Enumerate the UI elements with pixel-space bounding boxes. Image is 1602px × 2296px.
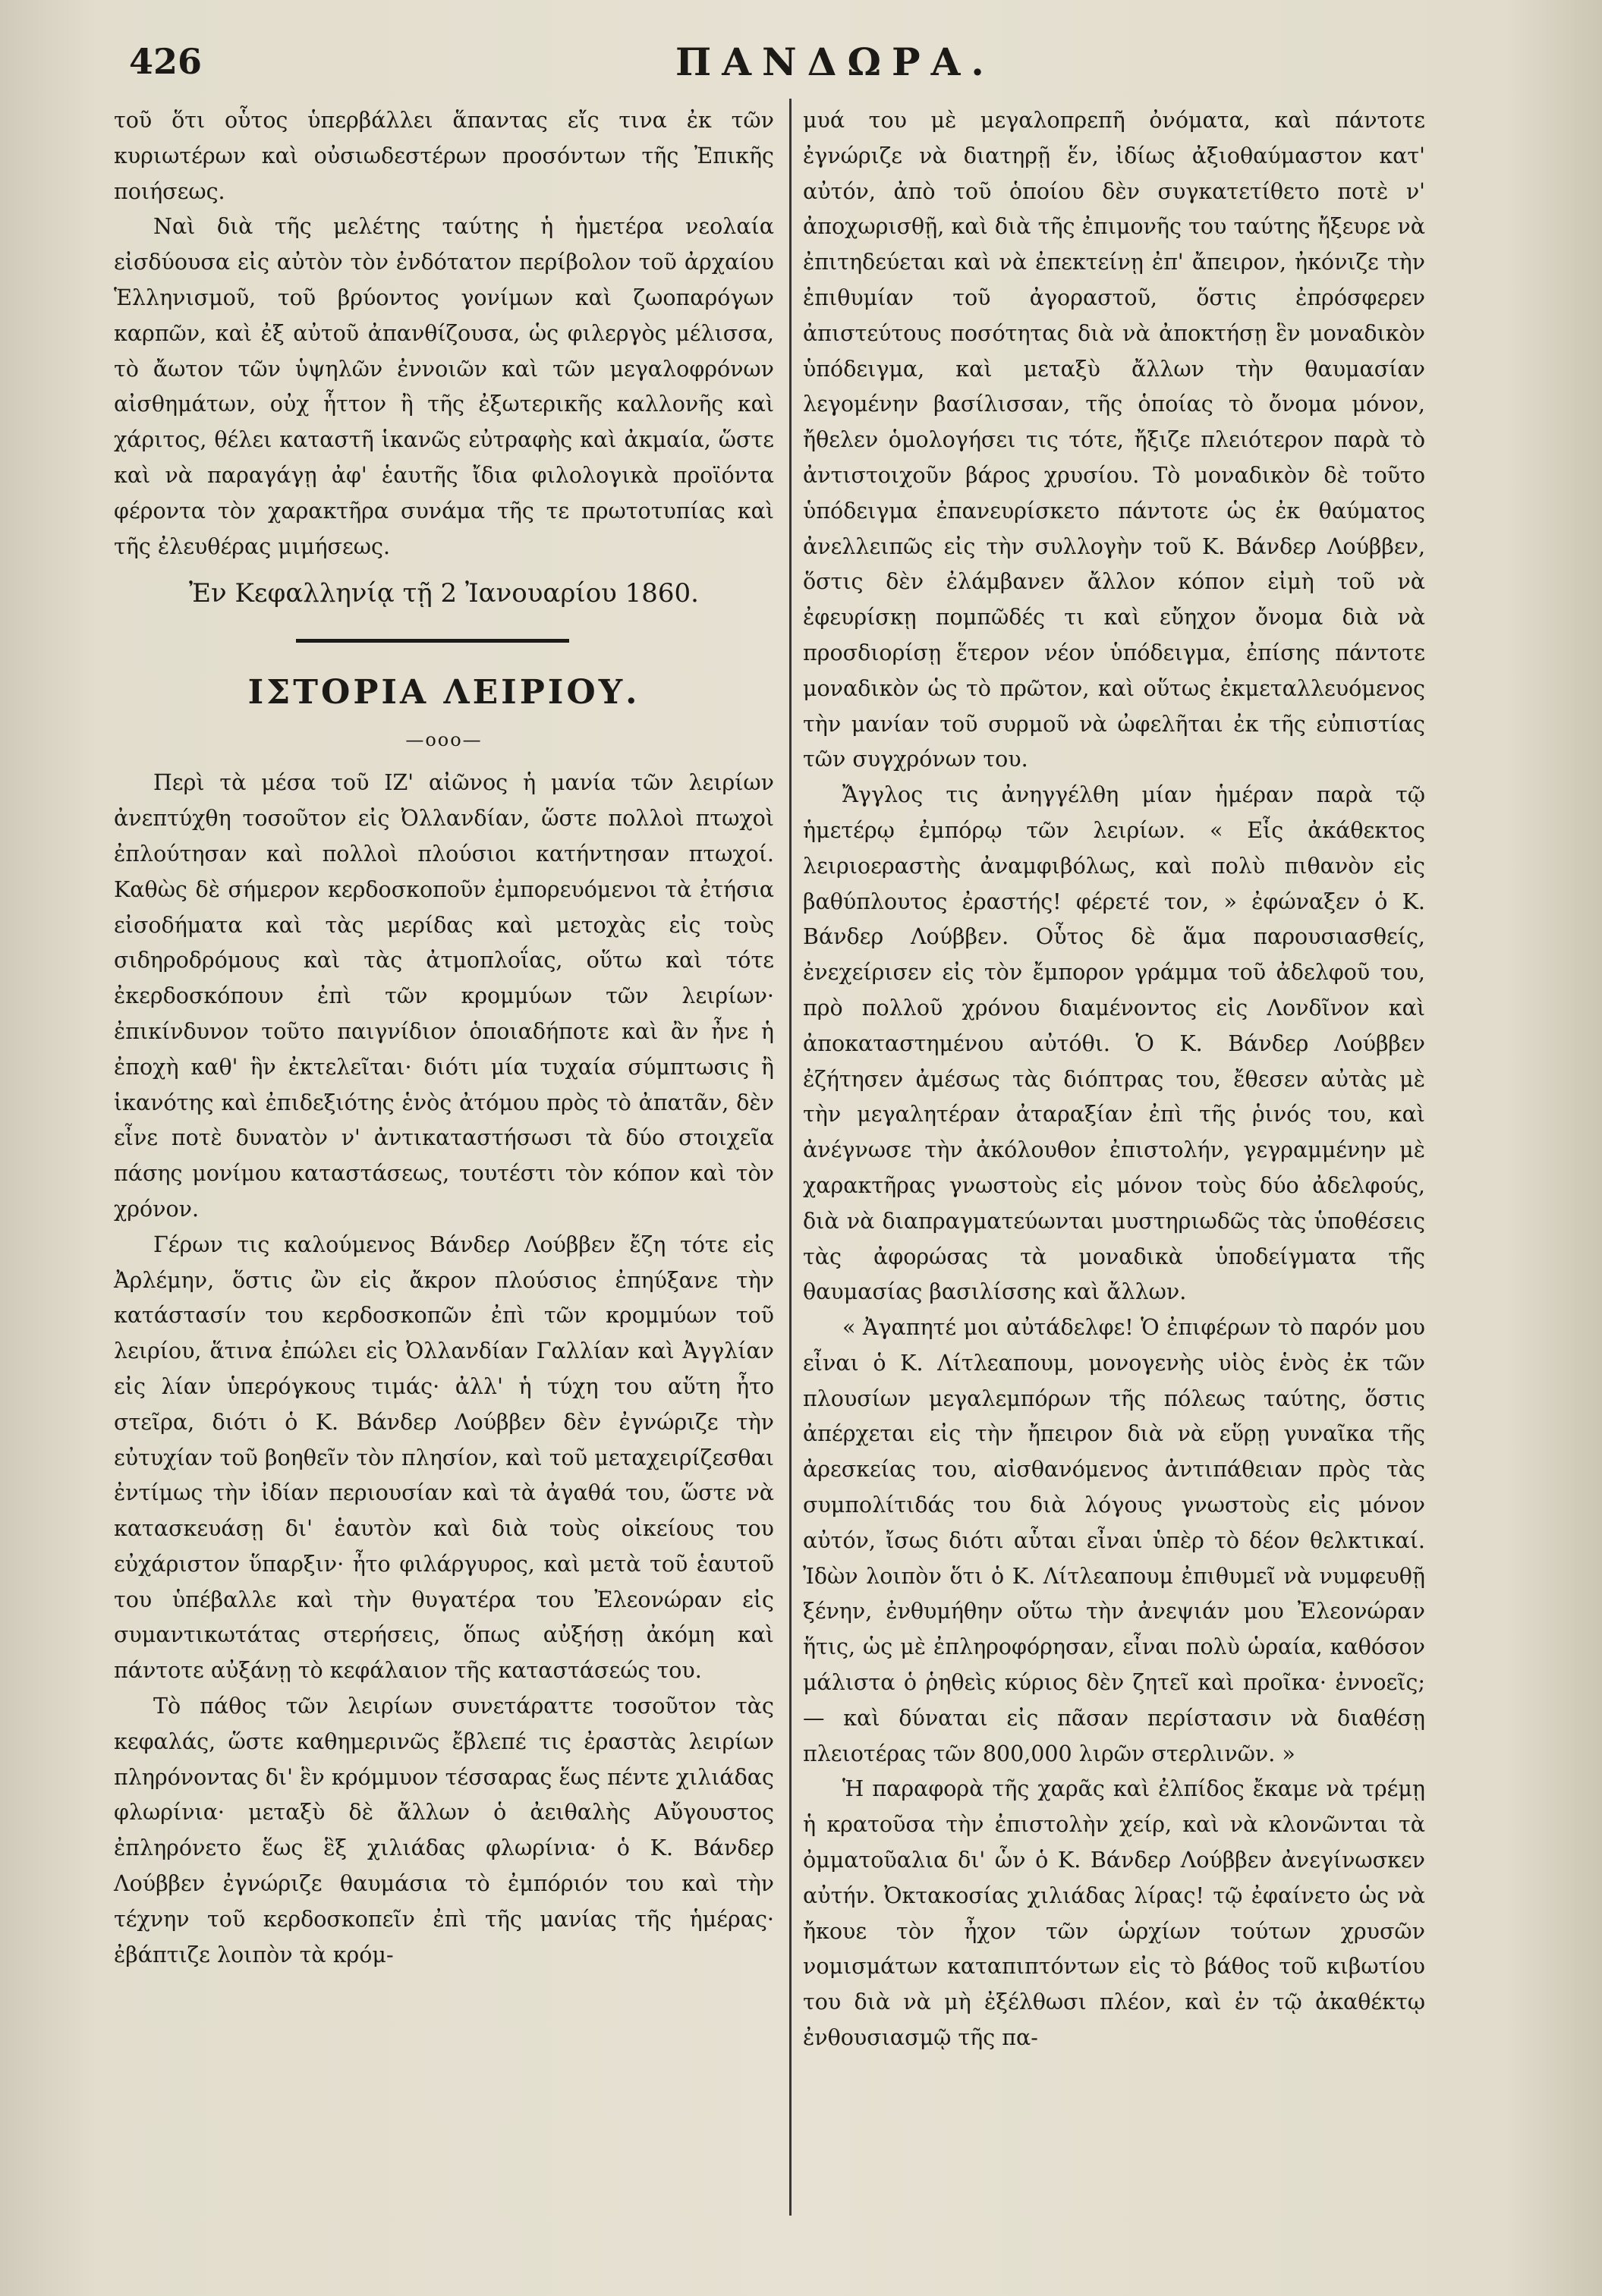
running-title: ΠΑΝΔΩΡΑ. [675, 39, 995, 84]
story-paragraph: Περὶ τὰ μέσα τοῦ ΙΖ' αἰῶνος ἡ μανία τῶν λειρίων ἀνεπτύχθη τοσοῦτον εἰς Ὀλλανδίαν, ὥστε πολλοὶ πτωχοὶ ἐπλούτησαν καὶ πολλοὶ πλούσιοι κατήντησαν πτωχοί. Καθὼς δὲ σήμερον κερδοσκοποῦν ἐμπορευόμενοι τὰ ἐτήσια εἰσοδήματα καὶ τὰς μερίδας καὶ μετοχὰς εἰς τοὺς σιδηροδρόμους καὶ τὰς ἀτμοπλοΐας, οὕτω καὶ τότε ἐκερδοσκόπουν ἐπὶ τῶν κρομμύων τῶν λειρίων· ἐπικίνδυνον τοῦτο παιγνίδιον ὁποιαδήποτε καὶ ἂν ἦνε ἡ ἐποχὴ καθ' ἣν ἐκτελεῖται· διότι μία τυχαία σύμπτωσις ἢ ἱκανότης καὶ ἐπιδεξιότης ἑνὸς ἀτόμου πρὸς τὸ ἀπατᾶν, δὲν εἶνε ποτὲ δυνατὸν ν' ἀντικαταστήσωσι τὰ δύο στοιχεῖα πάσης μονίμου καταστάσεως, τουτέστι τὸν κόπον καὶ τὸν χρόνον. [114, 770, 774, 1222]
intro-paragraph: Ναὶ διὰ τῆς μελέτης ταύτης ἡ ἡμετέρα νεολαία εἰσδύουσα εἰς αὐτὸν τὸν ἐνδότατον περίβολον τοῦ ἀρχαίου Ἑλληνισμοῦ, τοῦ βρύοντος γονίμων καὶ ζωοπαρόγων καρπῶν, καὶ ἐξ αὐτοῦ ἀπανθίζουσα, ὡς φιλεργὸς μέλισσα, τὸ ἄωτον τῶν ὑψηλῶν ἐννοιῶν καὶ τῶν μεγαλοφρόνων αἰσθημάτων, οὐχ ἧττον ἢ τῆς ἐξωτερικῆς καλλονῆς καὶ χάριτος, θέλει καταστῆ ἱκανῶς εὐτραφὴς καὶ ἀκμαία, ὥστε καὶ νὰ παραγάγῃ ἀφ' ἑαυτῆς ἴδια φιλολογικὰ προϊόντα φέροντα τὸν χαρακτῆρα συνάμα τῆς τε πρωτοτυπίας καὶ τῆς ἐλευθέρας μιμήσεως. [114, 214, 774, 559]
section-rule [296, 639, 569, 643]
column-divider [789, 99, 792, 2216]
page-number: 426 [129, 41, 203, 82]
right-column [803, 103, 1425, 2056]
letter-paragraph: « Ἀγαπητέ μοι αὐτάδελφε! Ὁ ἐπιφέρων τὸ παρόν μου εἶναι ὁ Κ. Λίτλεαπουμ, μονογενὴς υἱὸς ἑνὸς ἐκ τῶν πλουσίων μεγαλεμπόρων τῆς πόλεως ταύτης, ὅστις ἀπέρχεται εἰς τὴν ἤπειρον διὰ νὰ εὕρῃ γυναῖκα τῆς ἀρεσκείας του, αἰσθανόμενος ἀντιπάθειαν πρὸς τὰς συμπολίτιδάς του διὰ λόγους γνωστοὺς εἰς μόνον αὐτόν, ἴσως διότι αὗται εἶναι ὑπὲρ τὸ δέον θελκτικαί. Ἰδὼν λοιπὸν ὅτι ὁ Κ. Λίτλεαπουμ ἐπιθυμεῖ νὰ νυμφευθῇ ξένην, ἐνθυμήθην οὕτω τὴν ἀνεψιάν μου Ἐλεονώραν ἥτις, ὡς μὲ ἐπληροφόρησαν, εἶναι πολὺ ὡραία, καθόσον μάλιστα ὁ ῥηθεὶς κύριος δὲν ζητεῖ καὶ προῖκα· ἐννοεῖς; — καὶ δύναται εἰς πᾶσαν περίστασιν νὰ διαθέσῃ πλειοτέρας τῶν 800,000 λιρῶν στερλινῶν. » [803, 1315, 1425, 1766]
page-header [121, 36, 1404, 90]
section-ornament: —ooo— [405, 729, 483, 751]
section-title: ΙΣΤΟΡΙΑ ΛΕΙΡΙΟΥ. [247, 673, 640, 712]
story-paragraph: Γέρων τις καλούμενος Βάνδερ Λούββεν ἔζη τότε εἰς Ἀρλέμην, ὅστις ὢν εἰς ἄκρον πλούσιος ἐπηύξανε τὴν κατάστασίν του κερδοσκοπῶν ἐπὶ τῶν κρομμύων τοῦ λειρίου, ἅτινα ἐπώλει εἰς Ὀλλανδίαν Γαλλίαν καὶ Ἀγγλίαν εἰς λίαν ὑπερόγκους τιμάς· ἀλλ' ἡ τύχη του αὕτη ἦτο στεῖρα, διότι ὁ Κ. Βάνδερ Λούββεν δὲν ἐγνώριζε τὴν εὐτυχίαν τοῦ βοηθεῖν τὸν πλησίον, καὶ τοῦ μεταχειρίζεσθαι ἐντίμως τὴν ἰδίαν περιουσίαν καὶ τὰ ἀγαθά του, ὥστε νὰ κατασκευάσῃ δι' ἑαυτὸν καὶ διὰ τοὺς οἰκείους του εὐχάριστον ὕπαρξιν· ἦτο φιλάργυρος, καὶ μετὰ τοῦ ἑαυτοῦ του ὑπέβαλλε καὶ τὴν θυγατέρα του Ἐλεονώραν εἰς συμαντικωτάτας στερήσεις, ὅπως αὐξήσῃ ἀκόμη καὶ πάντοτε αὐξάνῃ τὸ κεφάλαιον τῆς καταστάσεώς του. [114, 1231, 774, 1684]
intro-paragraph: τοῦ ὅτι οὗτος ὑπερβάλλει ἅπαντας εἴς τινα ἐκ τῶν κυριωτέρων καὶ οὐσιωδεστέρων προσόντων τῆς Ἐπικῆς ποιήσεως. [114, 108, 774, 204]
signature-line: Ἐν Κεφαλληνίᾳ τῇ 2 Ἰανουαρίου 1860. [189, 578, 699, 609]
story-paragraph: μυά του μὲ μεγαλοπρεπῆ ὀνόματα, καὶ πάντοτε ἐγνώριζε νὰ διατηρῇ ἕν, ἰδίως ἀξιοθαύμαστον κατ' αὐτόν, ἀπὸ τοῦ ὁποίου δὲν συγκατετίθετο ποτὲ ν' ἀποχωρισθῇ, καὶ διὰ τῆς ἐπιμονῆς του ταύτης ἤξευρε νὰ ἐπιτηδεύεται καὶ νὰ ἐπεκτείνῃ ἐπ' ἄπειρον, ἠκόνιζε τὴν ἐπιθυμίαν τοῦ ἀγοραστοῦ, ὅστις ἐπρόσφερεν ἀπιστεύτους ποσότητας διὰ νὰ ἀποκτήσῃ ἓν μοναδικὸν ὑπόδειγμα, καὶ μεταξὺ ἄλλων τὴν θαυμασίαν λεγομένην βασίλισσαν, τῆς ὁποίας τὸ ὄνομα μόνον, ἤθελεν ὁμολογήσει τις τότε, ἤξιζε πλειότερον παρὰ τὸ ἀντιστοιχοῦν βάρος χρυσίου. Τὸ μοναδικὸν δὲ τοῦτο ὑπόδειγμα ἐπανευρίσκετο πάντοτε ὡς ἐκ θαύματος ἀνελλειπῶς εἰς τὴν συλλογὴν τοῦ Κ. Βάνδερ Λούββεν, ὅστις δὲν ἐλάμβανεν ἄλλον κόπον εἰμὴ τοῦ νὰ ἐφευρίσκῃ πομπῶδές τι καὶ εὔηχον ὄνομα διὰ νὰ προσδιορίσῃ ἕτερον νέον ὑπόδειγμα, ἐπίσης πάντοτε μοναδικὸν ὡς τὸ πρῶτον, καὶ οὕτως ἐκμεταλλευόμενος τὴν μανίαν τοῦ συρμοῦ νὰ ὠφελῆται ἐκ τῆς εὐπιστίας τῶν συγχρόνων του. [803, 108, 1425, 772]
story-paragraph: Ἄγγλος τις ἀνηγγέλθη μίαν ἡμέραν παρὰ τῷ ἡμετέρῳ ἐμπόρῳ τῶν λειρίων. « Εἷς ἀκάθεκτος λειριοεραστὴς ἀναμφιβόλως, καὶ πολὺ πιθανὸν εἰς βαθύπλουτος ἐραστής! φέρετέ τον, » ἐφώναξεν ὁ Κ. Βάνδερ Λούββεν. Οὗτος δὲ ἅμα παρουσιασθείς, ἐνεχείρισεν εἰς τὸν ἔμπορον γράμμα τοῦ ἀδελφοῦ του, πρὸ πολλοῦ χρόνου διαμένοντος εἰς Λονδῖνον καὶ ἀποκαταστημένου αὐτόθι. Ὁ Κ. Βάνδερ Λούββεν ἐζήτησεν ἀμέσως τὰς διόπτρας του, ἔθεσεν αὐτὰς μὲ τὴν μεγαλητέραν ἀταραξίαν ἐπὶ τῆς ῥινός του, καὶ ἀνέγνωσε τὴν ἀκόλουθον ἐπιστολήν, γεγραμμένην μὲ χαρακτῆρας γνωστοὺς εἰς μόνον τοὺς δύο ἀδελφούς, διὰ νὰ διαπραγματεύωνται μυστηριωδῶς τὰς ὑποθέσεις τὰς ἀφορώσας τὰ μοναδικὰ ὑποδείγματα τῆς θαυμασίας βασιλίσσης καὶ ἄλλων. [803, 782, 1425, 1305]
story-paragraph: Ἡ παραφορὰ τῆς χαρᾶς καὶ ἐλπίδος ἔκαμε νὰ τρέμῃ ἡ κρατοῦσα τὴν ἐπιστολὴν χείρ, καὶ νὰ κλονῶνται τὰ ὀμματοῦαλια δι' ὧν ὁ Κ. Βάνδερ Λούββεν ἀνεγίνωσκεν αὐτήν. Ὀκτακοσίας χιλιάδας λίρας! τῷ ἐφαίνετο ὡς νὰ ἤκουε τὸν ἦχον τῶν ὡρχίων τούτων χρυσῶν νομισμάτων καταπιπτόντων εἰς τὸ βάθος τοῦ κιβωτίου του διὰ νὰ μὴ ἐξέλθωσι πλέον, καὶ ἐν τῷ ἀκαθέκτῳ ἐνθουσιασμῷ τῆς πα- [803, 1776, 1425, 2051]
left-column [114, 103, 774, 1973]
story-paragraph: Τὸ πάθος τῶν λειρίων συνετάραττε τοσοῦτον τὰς κεφαλάς, ὥστε καθημερινῶς ἔβλεπέ τις ἐραστὰς λειρίων πληρόνοντας δι' ἓν κρόμμυον τέσσαρας ἕως πέντε χιλιάδας φλωρίνια· μεταξὺ δὲ ἄλλων ὁ ἀειθαλὴς Αὔγουστος ἐπληρόνετο ἕως ἓξ χιλιάδας φλωρίνια· ὁ Κ. Βάνδερ Λούββεν ἐγνώριζε θαυμάσια τὸ ἐμπόριόν του καὶ τὴν τέχνην τοῦ κερδοσκοπεῖν ἐπὶ τῆς μανίας τῆς ἡμέρας· ἐβάπτιζε λοιπὸν τὰ κρόμ- [114, 1694, 774, 1967]
